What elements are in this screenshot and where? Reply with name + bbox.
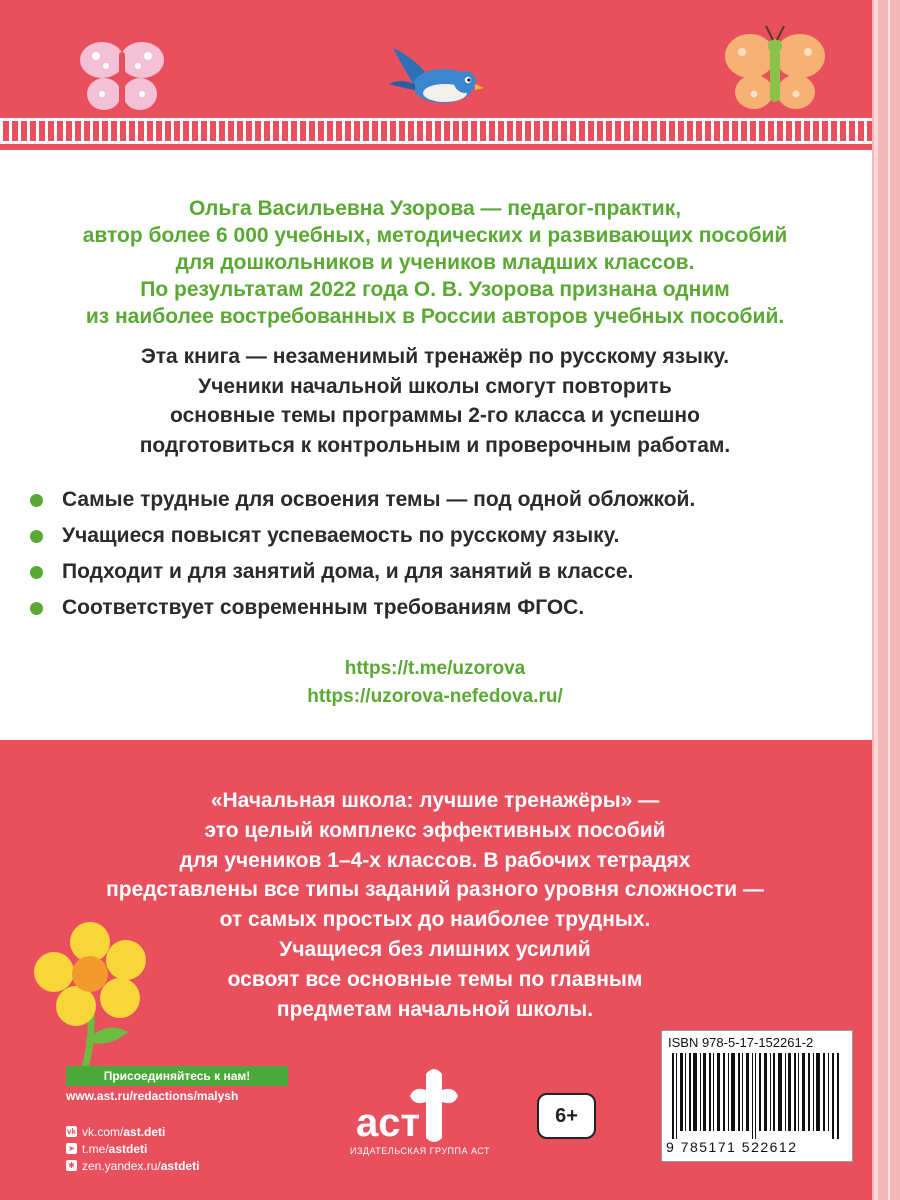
zen-icon: ✱ <box>66 1160 77 1171</box>
series-line: представлены все типы заданий разного уровня сложности — <box>106 878 764 902</box>
side-strip-edge <box>874 0 878 1200</box>
author-line: По результатам 2022 года О. В. Узорова признана одним <box>140 278 730 301</box>
side-strip-edge-light <box>888 0 890 1200</box>
author-line: автор более 6 000 учебных, методических и развивающих пособий <box>82 224 788 247</box>
telegram-icon: ➤ <box>66 1143 77 1154</box>
social-handle: astdeti <box>160 1158 200 1173</box>
series-line: для учеников 1–4-х классов. В рабочих тетрадях <box>179 848 691 872</box>
social-links <box>66 1124 199 1175</box>
series-line: освоят все основные темы по главным <box>227 967 643 991</box>
isbn-barcode <box>661 1030 853 1162</box>
social-zen[interactable] <box>66 1158 199 1173</box>
publisher-site-link[interactable]: www.ast.ru/redactions/malysh <box>66 1089 239 1103</box>
series-line: это целый комплекс эффективных пособий <box>204 818 666 842</box>
feature-item <box>30 482 850 518</box>
author-description <box>40 195 830 330</box>
social-handle: ast.deti <box>123 1124 166 1139</box>
feature-item <box>30 590 850 626</box>
vk-icon: vk <box>67 1127 76 1136</box>
bullet-dot-icon <box>30 494 43 507</box>
barcode-bars <box>672 1053 842 1139</box>
ast-logo-text: аст <box>356 1101 421 1145</box>
social-prefix: vk.com/ <box>82 1124 124 1139</box>
feature-text: Учащиеся повысят успеваемость по русскому языку. <box>62 524 620 547</box>
bullet-dot-icon <box>30 530 43 543</box>
author-links <box>40 655 830 711</box>
author-line: из наиболее востребованных в России авторов учебных пособий. <box>85 305 785 328</box>
feature-text: Подходит и для занятий дома, и для занятий в классе. <box>62 560 634 583</box>
intro-line: Эта книга — незаменимый тренажёр по русскому языку. <box>140 345 730 368</box>
bluebird-icon <box>385 38 485 113</box>
publisher-caption: ИЗДАТЕЛЬСКАЯ ГРУППА АСТ <box>349 1146 490 1156</box>
bullet-dot-icon <box>30 566 43 579</box>
barcode-number: 9 785171 522612 <box>666 1139 798 1155</box>
feature-text: Самые трудные для освоения темы — под одной обложкой. <box>62 488 696 511</box>
age-rating-badge: 6+ <box>537 1093 596 1139</box>
join-us-banner: Присоединяйтесь к нам! <box>66 1066 288 1086</box>
orange-butterfly-icon <box>722 22 828 116</box>
website-link[interactable]: https://uzorova-nefedova.ru/ <box>307 686 563 707</box>
social-handle: astdeti <box>108 1141 148 1156</box>
social-prefix: zen.yandex.ru/ <box>82 1158 161 1173</box>
intro-line: Ученики начальной школы смогут повторить <box>198 374 672 398</box>
feature-item <box>30 518 850 554</box>
intro-line: подготовиться к контрольным и проверочным работам. <box>139 433 731 457</box>
intro-line: основные темы программы 2-го класса и успешно <box>170 404 700 427</box>
social-vk[interactable] <box>66 1124 199 1139</box>
feature-text: Соответствует современным требованиям ФГОС. <box>62 596 585 619</box>
isbn-number: ISBN 978-5-17-152261-2 <box>668 1035 814 1050</box>
author-line: для дошкольников и учеников младших классов. <box>175 251 695 274</box>
social-prefix: t.me/ <box>82 1141 109 1156</box>
feature-list <box>30 482 850 626</box>
book-intro <box>40 342 830 460</box>
series-line: «Начальная школа: лучшие тренажёры» — <box>210 789 660 812</box>
author-line: Ольга Васильевна Узорова — педагог-практик, <box>188 197 682 220</box>
bullet-dot-icon <box>30 602 43 615</box>
telegram-link[interactable]: https://t.me/uzorova <box>344 658 526 679</box>
pink-butterfly-icon <box>76 38 168 116</box>
ruler-line-top <box>0 118 872 121</box>
social-telegram[interactable] <box>66 1141 199 1156</box>
ruler-line-bottom <box>0 141 872 144</box>
series-line: Учащиеся без лишних усилий <box>279 937 591 961</box>
series-line: от самых простых до наиболее трудных. <box>219 908 651 932</box>
series-line: предметам начальной школы. <box>276 997 594 1021</box>
feature-item <box>30 554 850 590</box>
series-description <box>40 786 830 1024</box>
side-strip <box>872 0 900 1200</box>
